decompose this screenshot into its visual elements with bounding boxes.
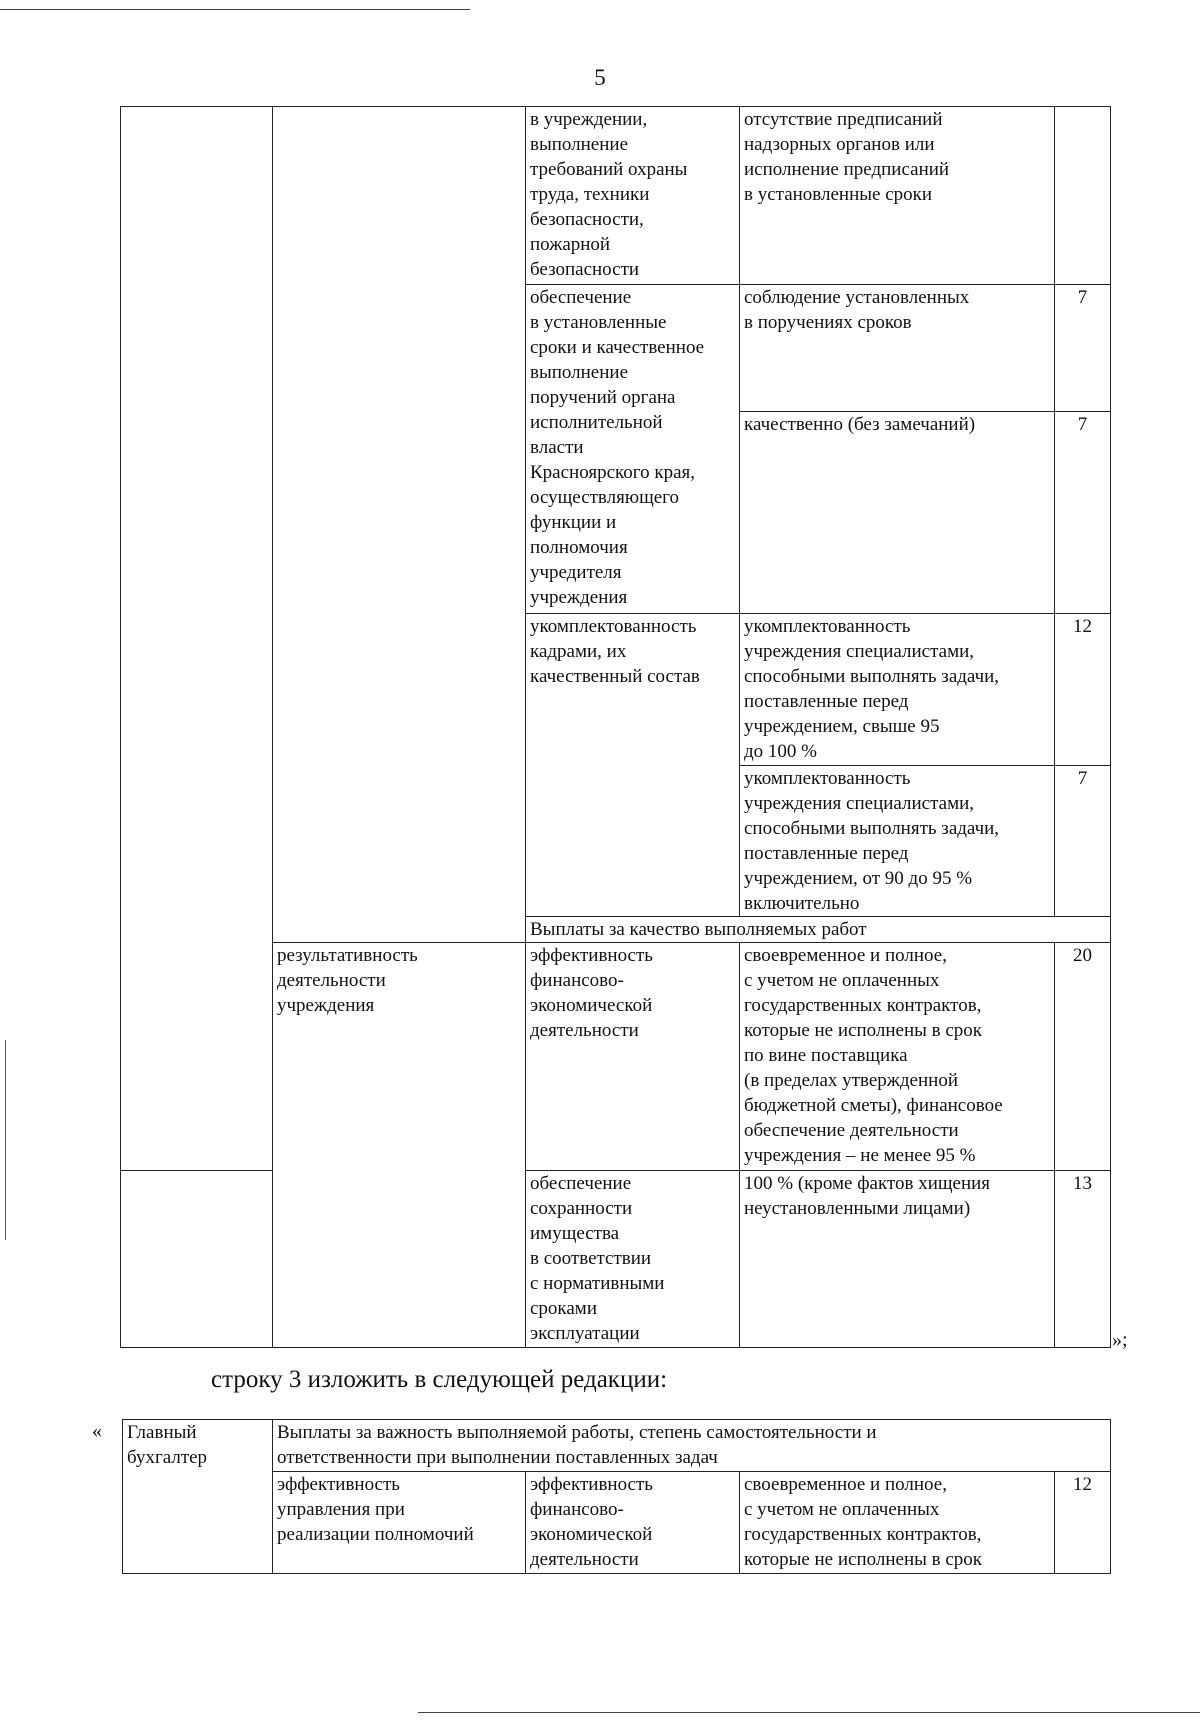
condition-cell: 100 % (кроме фактов хищения неустановленными лицами): [740, 1171, 1055, 1348]
points-cell: 7: [1055, 766, 1111, 917]
indicator-cell: эффективность управления при реализации полномочий: [273, 1472, 526, 1574]
closing-quote: »;: [1112, 1329, 1128, 1351]
criterion-cell: эффективность финансово- экономической деятельности: [526, 1472, 740, 1574]
criterion-cell: обеспечение сохранности имущества в соответствии с нормативными сроками эксплуатации: [526, 1171, 740, 1348]
instruction-text: строку 3 изложить в следующей редакции:: [211, 1366, 668, 1393]
points-cell: 20: [1055, 943, 1111, 1171]
criterion-cell: обеспечение в установленные сроки и качественное выполнение поручений органа исполнительной власти Красноярского края, осуществляющего функции и полномочия учредителя учреждения: [526, 285, 740, 614]
opening-quote: «: [92, 1420, 102, 1442]
points-cell: 12: [1055, 1472, 1111, 1574]
criterion-cell: в учреждении, выполнение требований охраны труда, техники безопасности, пожарной безопасности: [526, 107, 740, 285]
points-cell: 13: [1055, 1171, 1111, 1348]
condition-cell: укомплектованность учреждения специалистами, способными выполнять задачи, поставленные перед учреждением, от 90 до 95 % включительно: [740, 766, 1055, 917]
replacement-row-table: [122, 1419, 1111, 1574]
condition-cell: своевременное и полное, с учетом не оплаченных государственных контрактов, которые не исполнены в срок по вине поставщика (в пределах утвержденной бюджетной сметы), финансовое обеспечение деятельности учреждения – не менее 95 %: [740, 943, 1055, 1171]
condition-cell: своевременное и полное, с учетом не оплаченных государственных контрактов, которые не исполнены в срок: [740, 1472, 1055, 1574]
scan-edge-left: [5, 1040, 6, 1240]
points-cell: 7: [1055, 285, 1111, 412]
section-header: Выплаты за важность выполняемой работы, степень самостоятельности и ответственности при выполнении поставленных задач: [273, 1420, 1111, 1472]
criterion-cell: эффективность финансово- экономической деятельности: [526, 943, 740, 1171]
criteria-table-continued: [120, 106, 1111, 1348]
table-row: [121, 107, 1111, 285]
position-cell: [121, 107, 273, 1171]
scan-edge-top: [0, 9, 470, 10]
scan-edge-bottom: [418, 1712, 1200, 1713]
position-cell: [121, 1171, 273, 1348]
condition-cell: соблюдение установленных в поручениях сроков: [740, 285, 1055, 412]
indicator-cell: [273, 107, 526, 943]
points-cell: 12: [1055, 614, 1111, 766]
condition-cell: укомплектованность учреждения специалистами, способными выполнять задачи, поставленные перед учреждением, свыше 95 до 100 %: [740, 614, 1055, 766]
condition-cell: отсутствие предписаний надзорных органов или исполнение предписаний в установленные сроки: [740, 107, 1055, 285]
position-cell: Главный бухгалтер: [123, 1420, 273, 1574]
table-row: [123, 1420, 1111, 1472]
page-number: 5: [594, 65, 606, 90]
points-cell: 7: [1055, 412, 1111, 614]
criterion-cell: укомплектованность кадрами, их качественный состав: [526, 614, 740, 917]
indicator-cell: результативность деятельности учреждения: [273, 943, 526, 1348]
table-row: [121, 1171, 1111, 1348]
section-header: Выплаты за качество выполняемых работ: [526, 917, 1111, 943]
condition-cell: качественно (без замечаний): [740, 412, 1055, 614]
points-cell: [1055, 107, 1111, 285]
